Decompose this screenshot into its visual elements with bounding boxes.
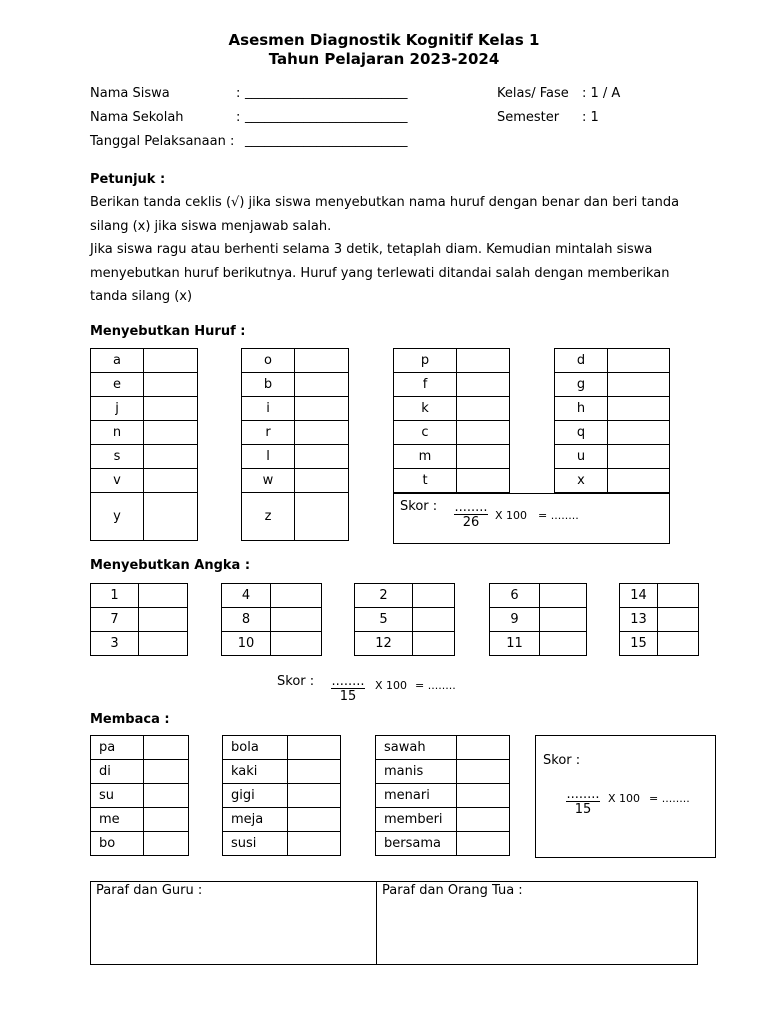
number-row-label: 13	[620, 608, 658, 632]
word-row-answer-cell[interactable]	[288, 808, 341, 832]
word-row	[91, 808, 189, 832]
letter-row-answer-cell[interactable]	[457, 469, 510, 493]
page-subtitle: Tahun Pelajaran 2023-2024	[268, 50, 500, 68]
number-row	[91, 584, 188, 608]
number-row-answer-cell[interactable]	[139, 608, 188, 632]
letter-row	[242, 349, 349, 373]
number-row-answer-cell[interactable]	[271, 608, 322, 632]
number-row-answer-cell[interactable]	[139, 632, 188, 656]
word-row-answer-cell[interactable]	[457, 832, 510, 856]
letters-score-box	[393, 493, 670, 544]
word-row-answer-cell[interactable]	[288, 760, 341, 784]
letter-row-label: r	[242, 421, 295, 445]
number-row	[91, 632, 188, 656]
letter-row-answer-cell[interactable]	[295, 469, 349, 493]
letters-table-4	[554, 348, 670, 493]
letter-row	[91, 469, 198, 493]
letter-row-answer-cell[interactable]	[457, 373, 510, 397]
numbers-table-1	[90, 583, 188, 656]
number-row	[222, 608, 322, 632]
letter-row-label: u	[555, 445, 608, 469]
word-row	[376, 736, 510, 760]
semester-label: Semester	[497, 110, 560, 125]
letter-row-answer-cell[interactable]	[457, 349, 510, 373]
student-name-label: Nama Siswa	[90, 86, 170, 101]
word-row	[223, 808, 341, 832]
numbers-score-label: Skor :	[277, 674, 315, 689]
letter-row	[242, 397, 349, 421]
word-row-label: di	[91, 760, 144, 784]
word-row-answer-cell[interactable]	[144, 808, 189, 832]
letter-row-answer-cell[interactable]	[144, 349, 198, 373]
word-row-label: me	[91, 808, 144, 832]
numbers-score-numerator[interactable]: ........	[331, 674, 365, 689]
number-row	[620, 584, 699, 608]
number-row-label: 8	[222, 608, 271, 632]
letters-heading: Menyebutkan Huruf :	[90, 324, 246, 339]
letter-row-label: v	[91, 469, 144, 493]
number-row-answer-cell[interactable]	[658, 584, 699, 608]
letter-row-label: j	[91, 397, 144, 421]
number-row-answer-cell[interactable]	[413, 608, 455, 632]
letter-row-label: p	[394, 349, 457, 373]
letter-row	[91, 397, 198, 421]
letters-table-3	[393, 348, 510, 493]
word-row-label: memberi	[376, 808, 457, 832]
letter-row-answer-cell[interactable]	[608, 373, 670, 397]
letter-row-label: n	[91, 421, 144, 445]
letter-row	[394, 445, 510, 469]
number-row-label: 12	[355, 632, 413, 656]
letter-row-answer-cell[interactable]	[608, 349, 670, 373]
number-row-label: 10	[222, 632, 271, 656]
number-row-answer-cell[interactable]	[658, 608, 699, 632]
word-row	[91, 736, 189, 760]
number-row-answer-cell[interactable]	[271, 632, 322, 656]
date-field[interactable]: _________________________	[245, 133, 408, 148]
letter-row	[91, 421, 198, 445]
letter-row-answer-cell[interactable]	[295, 421, 349, 445]
word-row-label: bola	[223, 736, 288, 760]
numbers-table-5	[619, 583, 699, 656]
number-row	[222, 632, 322, 656]
class-label: Kelas/ Fase	[497, 86, 569, 101]
letter-row-answer-cell[interactable]	[457, 445, 510, 469]
letter-row-label: t	[394, 469, 457, 493]
letter-row-label: m	[394, 445, 457, 469]
number-row	[91, 608, 188, 632]
letter-row-answer-cell[interactable]	[295, 445, 349, 469]
instructions-line: Berikan tanda ceklis (√) jika siswa menyebutkan nama huruf dengan benar dan beri tanda	[90, 195, 680, 210]
letter-row	[555, 397, 670, 421]
word-row	[91, 832, 189, 856]
letter-row-label: e	[91, 373, 144, 397]
letter-row-label: b	[242, 373, 295, 397]
letter-row-answer-cell[interactable]	[295, 397, 349, 421]
number-row	[490, 608, 587, 632]
number-row	[355, 608, 455, 632]
letter-row	[91, 493, 198, 541]
number-row-label: 11	[490, 632, 540, 656]
letter-row-answer-cell[interactable]	[144, 493, 198, 541]
number-row-answer-cell[interactable]	[540, 632, 587, 656]
word-row-answer-cell[interactable]	[288, 736, 341, 760]
student-name-field[interactable]: _________________________	[245, 85, 408, 100]
numbers-score-fraction	[331, 676, 365, 704]
letter-row	[91, 445, 198, 469]
number-row-label: 6	[490, 584, 540, 608]
word-row	[223, 736, 341, 760]
word-row	[376, 760, 510, 784]
numbers-table-2	[221, 583, 322, 656]
number-row	[620, 632, 699, 656]
word-row	[376, 784, 510, 808]
letters-table-2	[241, 348, 349, 541]
letter-row	[555, 349, 670, 373]
instructions-heading: Petunjuk :	[90, 172, 166, 187]
numbers-score-multiplier: X 100	[375, 679, 408, 692]
letter-row-label: z	[242, 493, 295, 541]
number-row-label: 9	[490, 608, 540, 632]
letter-row-answer-cell[interactable]	[144, 421, 198, 445]
letter-row-answer-cell[interactable]	[144, 373, 198, 397]
instructions-line: tanda silang (x)	[90, 289, 193, 304]
word-row	[91, 784, 189, 808]
letter-row	[242, 421, 349, 445]
reading-score-denominator: 15	[566, 801, 600, 817]
numbers-table-3	[354, 583, 455, 656]
word-row	[223, 760, 341, 784]
letter-row-label: s	[91, 445, 144, 469]
letter-row-label: y	[91, 493, 144, 541]
letters-score-fraction	[454, 502, 488, 530]
number-row	[490, 584, 587, 608]
word-row	[223, 832, 341, 856]
letter-row	[555, 373, 670, 397]
letter-row-answer-cell[interactable]	[608, 421, 670, 445]
letter-row-answer-cell[interactable]	[295, 493, 349, 541]
letter-row-answer-cell[interactable]	[144, 469, 198, 493]
letter-row-answer-cell[interactable]	[608, 397, 670, 421]
number-row-label: 15	[620, 632, 658, 656]
word-row	[223, 784, 341, 808]
number-row-label: 2	[355, 584, 413, 608]
numbers-score-result[interactable]: = ........	[415, 679, 456, 692]
letter-row	[242, 373, 349, 397]
letter-row	[555, 421, 670, 445]
letter-row-answer-cell[interactable]	[295, 373, 349, 397]
letter-row-answer-cell[interactable]	[457, 397, 510, 421]
letter-row	[242, 445, 349, 469]
letters-score-result[interactable]: = ........	[538, 509, 579, 522]
letter-row	[555, 445, 670, 469]
word-row-answer-cell[interactable]	[144, 832, 189, 856]
letter-row	[394, 373, 510, 397]
reading-score-box	[535, 735, 716, 858]
word-row-answer-cell[interactable]	[457, 808, 510, 832]
instructions-text	[90, 191, 682, 309]
word-row-label: bersama	[376, 832, 457, 856]
number-row-answer-cell[interactable]	[139, 584, 188, 608]
number-row	[620, 608, 699, 632]
word-row-answer-cell[interactable]	[288, 784, 341, 808]
letters-table-1	[90, 348, 198, 541]
number-row-label: 7	[91, 608, 139, 632]
word-row-label: meja	[223, 808, 288, 832]
letter-row	[91, 349, 198, 373]
school-name-colon: :	[236, 110, 241, 125]
letter-row-answer-cell[interactable]	[608, 445, 670, 469]
reading-score-result[interactable]: = ........	[649, 792, 690, 805]
reading-score-label: Skor :	[543, 753, 581, 768]
letter-row-label: q	[555, 421, 608, 445]
letter-row	[242, 493, 349, 541]
number-row-answer-cell[interactable]	[540, 584, 587, 608]
word-row-answer-cell[interactable]	[288, 832, 341, 856]
word-row	[91, 760, 189, 784]
semester-value: : 1	[582, 110, 599, 125]
reading-table-3	[375, 735, 510, 856]
number-row-answer-cell[interactable]	[271, 584, 322, 608]
date-label: Tanggal Pelaksanaan :	[90, 134, 235, 149]
number-row-answer-cell[interactable]	[413, 584, 455, 608]
word-row	[376, 808, 510, 832]
number-row-answer-cell[interactable]	[658, 632, 699, 656]
page-title: Asesmen Diagnostik Kognitif Kelas 1	[228, 31, 540, 49]
number-row-label: 4	[222, 584, 271, 608]
letters-score-multiplier: X 100	[495, 509, 528, 522]
signature-box	[90, 881, 698, 965]
instructions-line: silang (x) jika siswa menjawab salah.	[90, 218, 332, 234]
letter-row-label: h	[555, 397, 608, 421]
letter-row-label: k	[394, 397, 457, 421]
number-row	[490, 632, 587, 656]
word-row-label: menari	[376, 784, 457, 808]
word-row-label: manis	[376, 760, 457, 784]
word-row-answer-cell[interactable]	[144, 784, 189, 808]
reading-table-1	[90, 735, 189, 856]
letters-score-numerator[interactable]: ........	[454, 500, 488, 515]
reading-table-2	[222, 735, 341, 856]
letter-row-label: i	[242, 397, 295, 421]
letter-row	[91, 373, 198, 397]
signature-divider	[376, 882, 377, 964]
word-row-answer-cell[interactable]	[457, 760, 510, 784]
letter-row-answer-cell[interactable]	[457, 421, 510, 445]
letter-row	[394, 397, 510, 421]
letter-row-answer-cell[interactable]	[144, 445, 198, 469]
letter-row	[242, 469, 349, 493]
reading-heading: Membaca :	[90, 712, 170, 727]
letter-row	[394, 469, 510, 493]
letter-row-answer-cell[interactable]	[608, 469, 670, 493]
student-name-colon: :	[236, 86, 241, 101]
letter-row	[555, 469, 670, 493]
reading-score-fraction	[566, 789, 600, 817]
letter-row-label: x	[555, 469, 608, 493]
number-row	[222, 584, 322, 608]
number-row-answer-cell[interactable]	[413, 632, 455, 656]
letter-row-label: f	[394, 373, 457, 397]
letter-row-label: d	[555, 349, 608, 373]
number-row-answer-cell[interactable]	[540, 608, 587, 632]
instructions-line: Jika siswa ragu atau berhenti selama 3 detik, tetaplah diam. Kemudian mintalah siswa	[90, 242, 653, 257]
word-row-label: susi	[223, 832, 288, 856]
number-row-label: 1	[91, 584, 139, 608]
school-name-field[interactable]: _________________________	[245, 109, 408, 124]
reading-score-multiplier: X 100	[608, 792, 641, 805]
letter-row-answer-cell[interactable]	[144, 397, 198, 421]
word-row-label: sawah	[376, 736, 457, 760]
teacher-signature-area[interactable]	[92, 904, 374, 962]
number-row-label: 5	[355, 608, 413, 632]
class-value: : 1 / A	[582, 86, 621, 101]
letter-row-label: c	[394, 421, 457, 445]
number-row-label: 14	[620, 584, 658, 608]
instructions-line: menyebutkan huruf berikutnya. Huruf yang terlewati ditandai salah dengan memberikan	[90, 265, 670, 281]
number-row-label: 3	[91, 632, 139, 656]
letter-row-answer-cell[interactable]	[295, 349, 349, 373]
letter-row-label: o	[242, 349, 295, 373]
letter-row	[394, 349, 510, 373]
school-name-label: Nama Sekolah	[90, 110, 184, 125]
word-row-label: kaki	[223, 760, 288, 784]
letter-row-label: a	[91, 349, 144, 373]
teacher-signature-label: Paraf dan Guru :	[96, 883, 203, 898]
reading-score-numerator[interactable]: ........	[566, 787, 600, 802]
parent-signature-label: Paraf dan Orang Tua :	[382, 883, 523, 898]
number-row	[355, 632, 455, 656]
word-row-label: bo	[91, 832, 144, 856]
number-row	[355, 584, 455, 608]
word-row-answer-cell[interactable]	[457, 736, 510, 760]
word-row-answer-cell[interactable]	[144, 760, 189, 784]
word-row-label: pa	[91, 736, 144, 760]
letter-row-label: g	[555, 373, 608, 397]
letter-row	[394, 421, 510, 445]
letters-score-label: Skor :	[400, 499, 438, 514]
word-row-label: su	[91, 784, 144, 808]
word-row-answer-cell[interactable]	[144, 736, 189, 760]
numbers-score-denominator: 15	[331, 688, 365, 704]
word-row-label: gigi	[223, 784, 288, 808]
word-row	[376, 832, 510, 856]
parent-signature-area[interactable]	[379, 904, 695, 962]
numbers-table-4	[489, 583, 587, 656]
letter-row-label: w	[242, 469, 295, 493]
numbers-heading: Menyebutkan Angka :	[90, 558, 251, 573]
word-row-answer-cell[interactable]	[457, 784, 510, 808]
letters-score-denominator: 26	[454, 514, 488, 530]
letter-row-label: l	[242, 445, 295, 469]
